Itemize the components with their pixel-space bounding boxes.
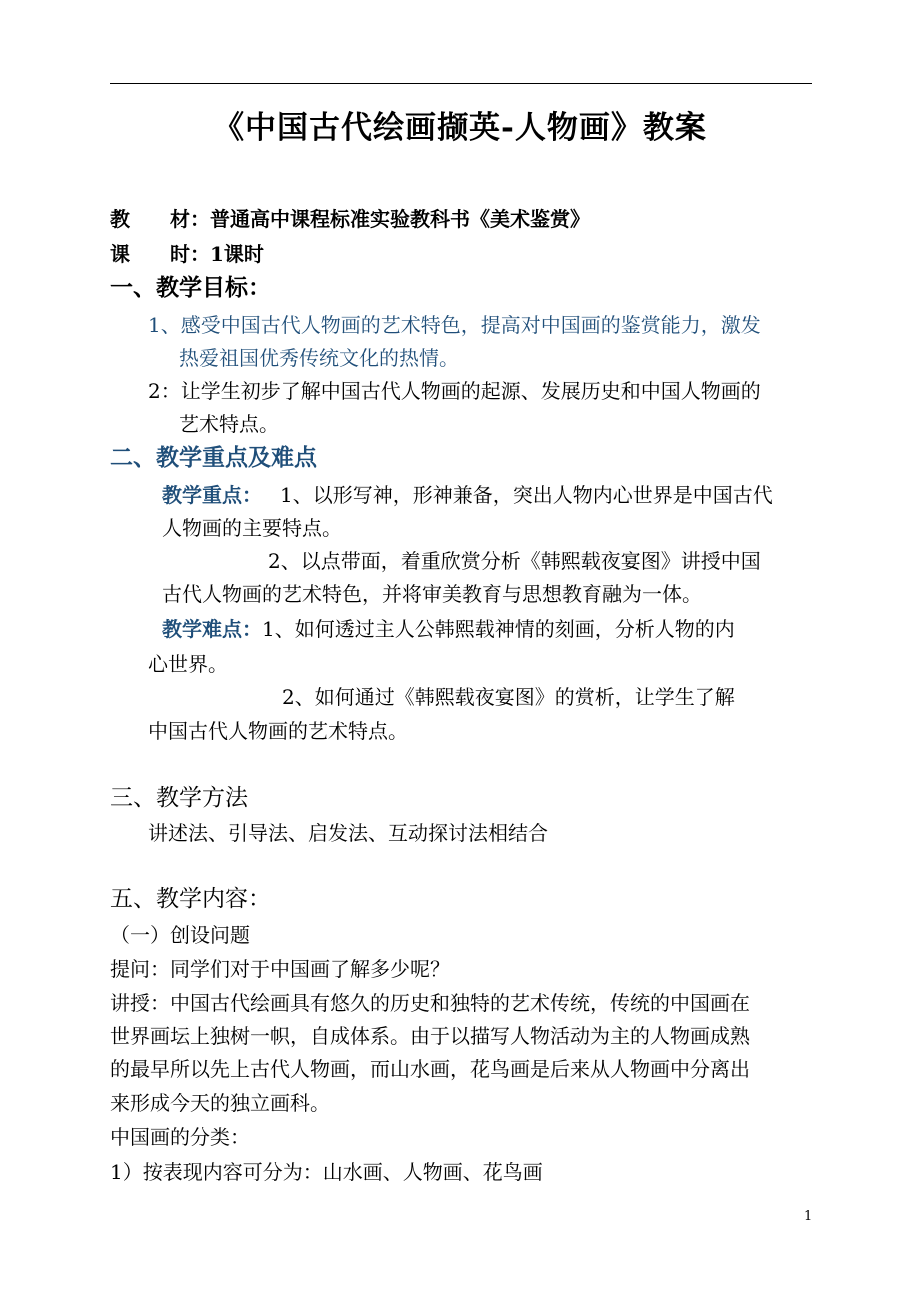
key-point-label: 教学重点： [162,483,262,507]
header-rule [110,83,812,84]
section-2-heading: 二、教学重点及难点 [110,444,317,471]
difficulty-1-line-2: 心世界。 [148,652,228,676]
classification-item-1: 1）按表现内容可分为：山水画、人物画、花鸟画 [110,1160,543,1184]
difficulty-label: 教学难点： [162,617,262,641]
lecture-line-1: 讲授：中国古代绘画具有悠久的历史和独特的艺术传统，传统的中国画在 [110,991,750,1015]
difficulty-2-line-1: 2、如何通过《韩熙载夜宴图》的赏析，让学生了解 [282,685,735,709]
section-1-heading: 一、教学目标： [110,274,271,301]
classification-heading: 中国画的分类： [110,1125,250,1149]
subsection-1-heading: （一）创设问题 [110,923,250,947]
goal-2-line-1: 2：让学生初步了解中国古代人物画的起源、发展历史和中国人物画的 [148,379,761,403]
lecture-line-3: 的最早所以先上古代人物画，而山水画，花鸟画是后来从人物画中分离出 [110,1057,750,1081]
material-line: 教 材：普通高中课程标准实验教科书《美术鉴赏》 [110,207,590,231]
difficulty-1-text: 1、如何透过主人公韩熙载神情的刻画，分析人物的内 [262,617,735,641]
section-5-heading: 五、教学内容： [110,886,271,912]
key-point-2-line-1: 2、以点带面，着重欣赏分析《韩熙载夜宴图》讲授中国 [268,549,761,573]
section-3-heading: 三、教学方法 [110,785,248,811]
difficulty-1-line-1 [162,616,735,642]
hours-line: 课 时：1课时 [110,242,264,266]
key-point-1-line-2: 人物画的主要特点。 [162,516,342,540]
lecture-line-4: 来形成今天的独立画科。 [110,1091,330,1115]
page-number: 1 [804,1209,813,1224]
lecture-line-2: 世界画坛上独树一帜，自成体系。由于以描写人物活动为主的人物画成熟 [110,1024,750,1048]
goal-1-line-1: 1、感受中国古代人物画的艺术特色，提高对中国画的鉴赏能力，激发 [148,313,761,337]
method-text: 讲述法、引导法、启发法、互动探讨法相结合 [148,821,548,845]
key-point-1-line-1 [162,482,773,508]
document-title: 《中国古代绘画撷英-人物画》教案 [213,110,707,146]
key-point-2-line-2: 古代人物画的艺术特色，并将审美教育与思想教育融为一体。 [162,582,702,606]
question-line: 提问：同学们对于中国画了解多少呢？ [110,957,450,981]
goal-2-line-2: 艺术特点。 [179,412,279,436]
goal-1-line-2: 热爱祖国优秀传统文化的热情。 [179,346,459,370]
difficulty-2-line-2: 中国古代人物画的艺术特点。 [148,719,408,743]
key-point-1-text: 1、以形写神，形神兼备，突出人物内心世界是中国古代 [280,483,773,507]
